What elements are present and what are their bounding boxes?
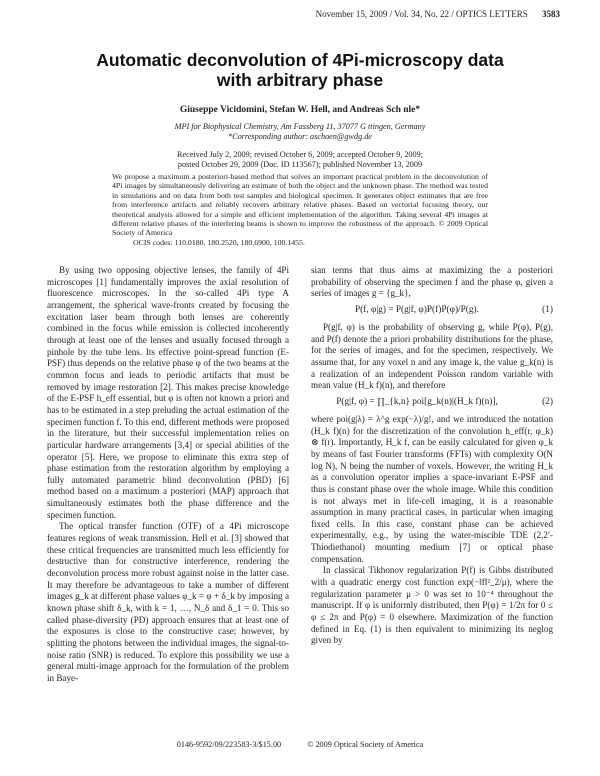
footer bbox=[0, 740, 600, 749]
dates-line-2: posted October 29, 2009 (Doc. ID 113567); published November 13, 2009 bbox=[177, 160, 423, 169]
corresponding-author: *Corresponding author: aschoen@gwdg.de bbox=[228, 132, 372, 141]
footer-code: 0146-9592/09/223583-3/$15.00 bbox=[176, 740, 282, 749]
title-line-2: with arbitrary phase bbox=[216, 70, 384, 90]
title-line-1: Automatic deconvolution of 4Pi-microscopy data bbox=[96, 50, 504, 70]
abstract: We propose a maximum a posteriori-based method that solves an important practical problem in the deconvolution of 4Pi images by simultaneously delivering an estimate of both the object and the unknown phase. The method was tested in simulations and on data from both test samples and biological specimen. It generates object estimates that are free from interference artifacts and reliably recovers arbitrary relative phases. Based on vectorial focusing theory, our theoretical analysis allowed for a simple and efficient implementation of the algorithm. Taking several 4Pi images at different relative phases of the interfering beams is shown to improve the robustness of the approach. © 2009 Optical Society of America bbox=[112, 172, 488, 238]
page-number: 3583 bbox=[542, 9, 560, 19]
dates-line-1: Received July 2, 2009; revised October 6, 2009; accepted October 9, 2009; bbox=[176, 150, 423, 159]
ocis-codes: OCIS codes: 110.0180, 180.2520, 180.6900, 100.1455. bbox=[133, 238, 305, 247]
authors: Giuseppe Vicidomini, Stefan W. Hell, and Andreas Sch nle* bbox=[179, 105, 421, 115]
equation-2-number: (2) bbox=[542, 396, 553, 407]
left-paragraph-1: By using two opposing objective lenses, the family of 4Pi microscopes [1] fundamentally improves the axial resolution of fluorescence microscopes. In the so-called 4Pi type A arrangement, the spherical wave-fronts created by focusing the excitation laser beam through both lenses are coherently combined in the focus while emission is collected incoherently through at least one of the lenses and usually focused through a pinhole by the tube lens. Its effective point-spread function (E-PSF) thus depends on the relative phase φ of the two beams at the common focus and leads to periodic artifacts that must be removed by image restoration [2]. This makes precise knowledge of the E-PSF h_eff essential, but φ is often not known a priori and has to be estimated in a step preluding the actual estimation of the specimen function f. To this end, different methods were proposed in the literature, but their successful implementation relies on particular hardware arrangements [3,4] or special abilities of the operator [5]. Here, we propose to eliminate this extra step of phase estimation from the restoration algorithm by employing a fully automated parametric blind deconvolution (PBD) [6] method based on a maximum a posteriori (MAP) approach that simultaneously estimates both the phase difference and the specimen function. bbox=[47, 265, 289, 520]
right-paragraph-4: In classical Tikhonov regularization P(f) is Gibbs distributed with a quadratic energy cost function exp(−‖f‖²_2/μ), where the regularization parameter μ > 0 was set to 10⁻⁴ throughout the manuscript. If φ is uniformly distributed, then P(φ) = 1/2π for 0 ≤ φ ≤ 2π and P(φ) = 0 elsewhere. Maximization of the function defined in Eq. (1) is then equivalent to minimizing its neglog given by bbox=[311, 565, 553, 646]
paper-title bbox=[0, 50, 600, 90]
footer-copyright: © 2009 Optical Society of America bbox=[307, 740, 424, 749]
running-header bbox=[316, 9, 560, 19]
right-paragraph-1: sian terms that thus aims at maximizing the a posteriori probability of observing the specimen f and the phase φ, given a series of images g = {g_k}, bbox=[311, 265, 553, 299]
journal-line: November 15, 2009 / Vol. 34, No. 22 / OPTICS LETTERS bbox=[315, 9, 528, 19]
dates-block bbox=[0, 150, 600, 170]
affiliation: MPI for Biophysical Chemistry, Am Fassberg 11, 37077 G ttingen, Germany bbox=[174, 122, 426, 131]
equation-1-body: P(f, φ|g) = P(g|f, φ)P(f)P(φ)/P(g). bbox=[355, 304, 479, 315]
right-column bbox=[311, 265, 553, 647]
equation-2-body: P(g|f, φ) = ∏_{k,n} poi[g_k(n)|(H_k f)(n)], bbox=[336, 396, 498, 407]
equation-1-number: (1) bbox=[542, 304, 553, 315]
affiliation-block bbox=[0, 122, 600, 142]
left-paragraph-2: The optical transfer function (OTF) of a 4Pi microscope features regions of weak transmission. Hell et al. [3] showed that these critical frequencies are transmitted much less efficiently for destructive than for constructive interference, rendering the deconvolution process more robust against noise in the latter case. It may therefore be advantageous to take a number of different images g_k at different phase values φ_k = φ + δ_k by imposing a known phase shift δ_k, with k = 1, …, N_δ and δ_1 = 0. This so called phase-diversity (PD) approach ensures that at least one of the exposures is close to the constructive case; however, by splitting the photons between the individual images, the signal-to-noise ratio (SNR) is reduced. To explore this possibility we use a general multi-image approach for the formulation of the problem in Baye- bbox=[47, 521, 289, 683]
left-column bbox=[47, 265, 289, 685]
equation-2 bbox=[311, 392, 553, 414]
right-paragraph-2: P(g|f, φ) is the probability of observing g, while P(φ), P(g), and P(f) denote the a priori probability distributions for the phase, for the series of images, and for the specimen, respectively. We assume that, for any voxel n and any image k, the value g_k(n) is a realization of an independent Poisson random variable with mean value (H_k f)(n), and therefore bbox=[311, 321, 553, 391]
equation-1 bbox=[311, 300, 553, 322]
right-paragraph-3: where poi(g|λ) = λ^g exp(−λ)/g!, and we introduced the notation (H_k f)(n) for the discretization of the convolution h_eff(r, φ_k) ⊗ f(r). Importantly, H_k f, can be easily calculated for given φ_k by means of fast Fourier transforms (FFTs) with complexity O(N log N), N being the number of voxels. However, the writing H_k as a convolution operator implies a space-invariant E-PSF and thus is constant phase over the whole image. While this condition is not always met in life-cell imaging, it is a reasonable assumption in many practical cases, in particular when imaging fixed cells. In this case, constant phase can be achieved experimentally, e.g., by using the water-miscible TDE (2,2′-Thiodiethanol) mounting medium [7] or optical phase compensation. bbox=[311, 413, 553, 564]
